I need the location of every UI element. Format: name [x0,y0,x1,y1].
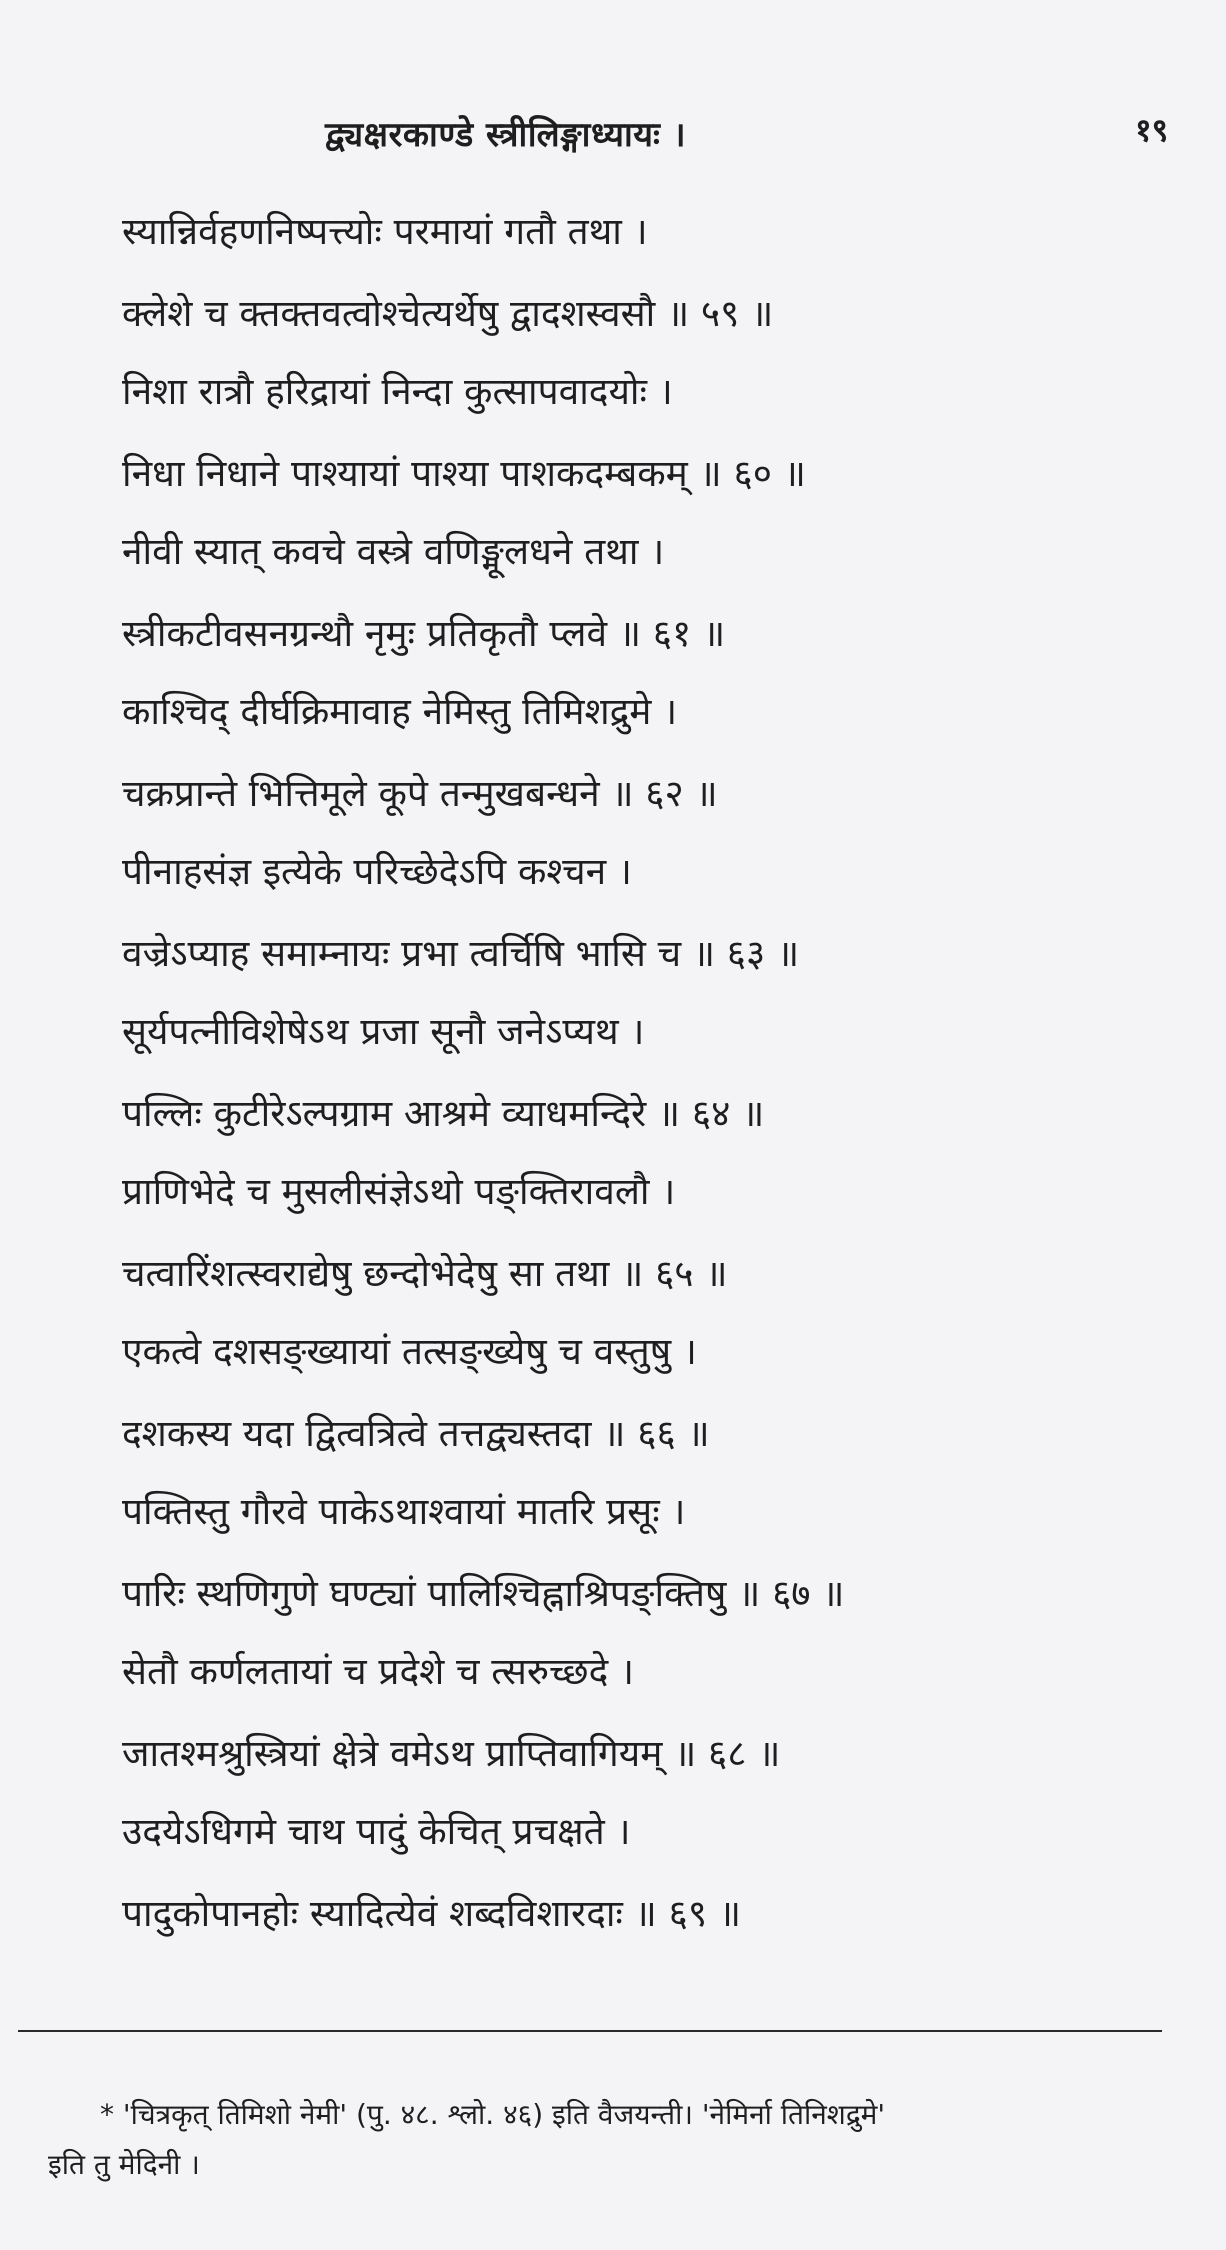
verse-line: स्यान्निर्वहणनिष्पत्त्योः परमायां गतौ तथा । [122,210,648,253]
verse-line: सेतौ कर्णलतायां च प्रदेशे च त्सरुच्छदे । [122,1650,635,1693]
verse-59 [122,212,1182,334]
page-number: १९ [1135,111,1169,149]
verse-line: दशकस्य यदा द्वित्वत्रित्वे तत्तद्व्यस्तदा ॥ ६६ ॥ [122,1412,710,1455]
verse-67 [122,1492,1182,1614]
verse-line: उदयेऽधिगमे चाथ पादुं केचित् प्रचक्षते । [122,1810,631,1853]
verse-line: पक्तिस्तु गौरवे पाकेऽथाश्वायां मातरि प्रसूः । [122,1490,686,1533]
verse-68 [122,1652,1182,1774]
footnote-divider [18,2030,1162,2032]
verse-66 [122,1332,1182,1454]
verse-line: स्त्रीकटीवसनग्रन्थौ नृमुः प्रतिकृतौ प्लवे ॥ ६१ ॥ [122,612,726,655]
verse-line: निधा निधाने पाश्यायां पाश्या पाशकदम्बकम् ॥ ६० ॥ [122,452,806,495]
verse-line: निशा रात्रौ हरिद्रायां निन्दा कुत्सापवादयोः । [122,370,673,413]
verse-list [122,212,1182,1934]
verse-line: प्राणिभेदे च मुसलीसंज्ञेऽथो पङ्क्तिरावलौ । [122,1170,676,1213]
verse-line: सूर्यपत्नीविशेषेऽथ प्रजा सूनौ जनेऽप्यथ । [122,1010,645,1053]
verse-line: क्लेशे च क्तक्तवत्वोश्चेत्यर्थेषु द्वादशस्वसौ ॥ ५९ ॥ [122,292,774,335]
verse-61 [122,532,1182,654]
verse-60 [122,372,1182,494]
verse-63 [122,852,1182,974]
verse-line: पादुकोपानहोः स्यादित्येवं शब्दविशारदाः ॥ ६९ ॥ [122,1892,741,1935]
verse-64 [122,1012,1182,1134]
verse-65 [122,1172,1182,1294]
footnote-line: इति तु मेदिनी । [48,2148,200,2181]
footnote-line: * 'चित्रकृत् तिमिशो नेमी' (पु. ४८. श्लो. ४६) इति वैजयन्ती। 'नेमिर्ना तिनिशद्रुमे' [100,2098,886,2131]
verse-line: जातश्मश्रुस्त्रियां क्षेत्रे वमेऽथ प्राप्तिवागियम् ॥ ६८ ॥ [122,1732,781,1775]
verse-line: वज्रेऽप्याह समाम्नायः प्रभा त्वर्चिषि भासि च ॥ ६३ ॥ [122,932,800,975]
verse-62 [122,692,1182,814]
footnote [48,2090,1198,2190]
verse-line: नीवी स्यात् कवचे वस्त्रे वणिङ्मूलधने तथा । [122,530,665,573]
verse-line: एकत्वे दशसङ्ख्यायां तत्सङ्ख्येषु च वस्तुषु । [122,1330,697,1373]
verse-line: पारिः स्थणिगुणे घण्ट्यां पालिश्चिह्नाश्रिपङ्क्तिषु ॥ ६७ ॥ [122,1572,845,1615]
verse-line: पल्लिः कुटीरेऽल्पग्राम आश्रमे व्याधमन्दिरे ॥ ६४ ॥ [122,1092,765,1135]
verse-line: चक्रप्रान्ते भित्तिमूले कूपे तन्मुखबन्धने ॥ ६२ ॥ [122,772,718,815]
verse-line: काश्चिद् दीर्घक्रिमावाह नेमिस्तु तिमिशद्रुमे । [122,690,678,733]
verse-69 [122,1812,1182,1934]
verse-line: पीनाहसंज्ञ इत्येके परिच्छेदेऽपि कश्चन । [122,850,632,893]
page-header-title: द्व्यक्षरकाण्डे स्त्रीलिङ्गाध्यायः । [325,115,687,155]
verse-line: चत्वारिंशत्स्वराद्येषु छन्दोभेदेषु सा तथा ॥ ६५ ॥ [122,1252,728,1295]
